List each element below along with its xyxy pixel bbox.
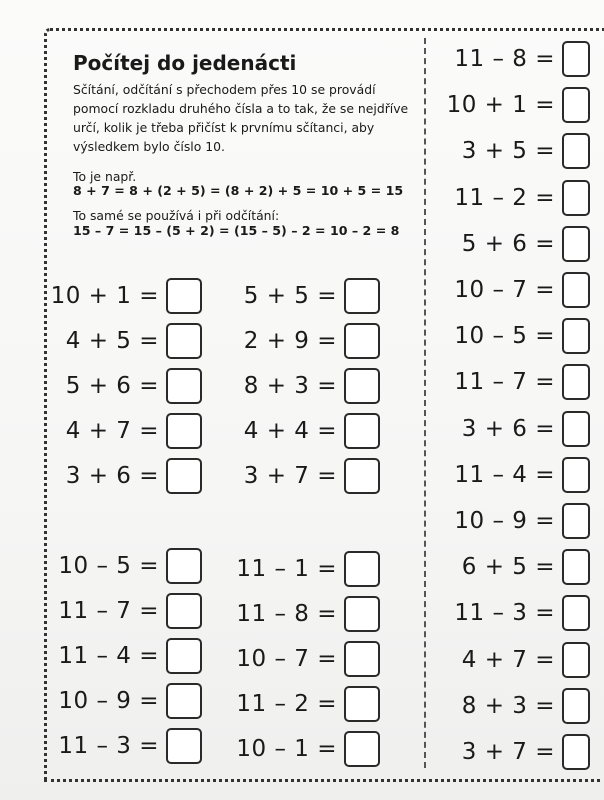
exercise-row: [50, 458, 202, 494]
answer-box[interactable]: [166, 638, 202, 674]
exercise-equation: 3 + 7 =: [243, 463, 337, 489]
answer-box[interactable]: [562, 457, 590, 493]
exercise-equation: 11 – 2 =: [454, 184, 555, 211]
exercise-row: [50, 368, 202, 404]
answer-box[interactable]: [562, 688, 590, 724]
exercise-row: [440, 688, 590, 724]
exercise-equation: 4 + 5 =: [65, 328, 159, 354]
exercise-equation: 11 – 3 =: [58, 733, 159, 759]
answer-box[interactable]: [562, 87, 590, 123]
exercise-row: [228, 323, 380, 359]
exercise-row: [440, 734, 590, 770]
exercise-row: [440, 180, 590, 216]
exercise-equation: 6 + 5 =: [461, 554, 555, 581]
example-equation: 8 + 7 = 8 + (2 + 5) = (8 + 2) + 5 = 10 + 5 = 15: [73, 183, 404, 198]
exercise-row: [440, 549, 590, 585]
answer-box[interactable]: [562, 41, 590, 77]
answer-box[interactable]: [562, 318, 590, 354]
intro-text: Sčítání, odčítání s přechodem přes 10 se provádí pomocí rozkladu druhého čísla a to tak, že se nejdříve určí, kolik je třeba přičíst k prvnímu sčítanci, aby výsledkem bylo číslo 10.: [73, 82, 409, 154]
exercise-row: [50, 413, 202, 449]
exercise-equation: 4 + 4 =: [243, 418, 337, 444]
exercise-row: [50, 638, 202, 674]
exercise-row: [228, 731, 380, 767]
exercise-row: [440, 457, 590, 493]
exercise-row: [228, 368, 380, 404]
exercise-row: [440, 642, 590, 678]
exercise-equation: 10 – 9 =: [58, 688, 159, 714]
answer-box[interactable]: [166, 683, 202, 719]
answer-box[interactable]: [344, 596, 380, 632]
answer-box[interactable]: [562, 549, 590, 585]
column-divider: [424, 38, 426, 768]
answer-box[interactable]: [344, 323, 380, 359]
answer-box[interactable]: [344, 368, 380, 404]
exercise-row: [440, 87, 590, 123]
exercise-row: [440, 595, 590, 631]
exercise-equation: 11 – 1 =: [236, 556, 337, 582]
answer-box[interactable]: [562, 411, 590, 447]
answer-box[interactable]: [562, 226, 590, 262]
answer-box[interactable]: [562, 133, 590, 169]
exercise-row: [440, 318, 590, 354]
exercise-row: [50, 548, 202, 584]
exercise-equation: 11 – 8 =: [236, 601, 337, 627]
answer-box[interactable]: [562, 364, 590, 400]
answer-box[interactable]: [562, 642, 590, 678]
exercise-equation: 10 + 1 =: [446, 92, 555, 119]
exercise-equation: 11 – 7 =: [58, 598, 159, 624]
subtraction-label: To samé se používá i při odčítání:: [73, 208, 280, 223]
exercise-equation: 3 + 7 =: [461, 739, 555, 765]
exercise-row: [50, 683, 202, 719]
answer-box[interactable]: [344, 278, 380, 314]
exercise-equation: 10 – 7 =: [454, 277, 555, 303]
exercise-row: [440, 272, 590, 308]
exercise-equation: 10 – 5 =: [58, 553, 159, 579]
exercise-row: [50, 278, 202, 314]
exercise-equation: 4 + 7 =: [65, 418, 159, 444]
answer-box[interactable]: [562, 180, 590, 216]
exercise-equation: 3 + 6 =: [65, 463, 159, 489]
answer-box[interactable]: [344, 731, 380, 767]
exercise-equation: 11 – 4 =: [58, 643, 159, 669]
exercise-equation: 10 – 7 =: [236, 646, 337, 672]
exercise-row: [440, 411, 590, 447]
exercise-row: [228, 686, 380, 722]
exercise-equation: 11 – 4 =: [454, 461, 555, 488]
answer-box[interactable]: [166, 593, 202, 629]
example-label: To je např.: [73, 169, 137, 184]
exercise-row: [228, 641, 380, 677]
answer-box[interactable]: [344, 551, 380, 587]
exercise-equation: 10 – 5 =: [454, 323, 555, 350]
exercise-equation: 11 – 7 =: [454, 369, 555, 396]
answer-box[interactable]: [562, 595, 590, 631]
exercise-row: [50, 323, 202, 359]
answer-box[interactable]: [344, 458, 380, 494]
exercise-equation: 10 – 9 =: [454, 508, 555, 534]
answer-box[interactable]: [562, 503, 590, 539]
exercise-equation: 5 + 5 =: [243, 283, 337, 309]
exercise-equation: 3 + 5 =: [461, 138, 555, 165]
exercise-equation: 2 + 9 =: [243, 328, 337, 354]
exercise-row: [440, 364, 590, 400]
answer-box[interactable]: [344, 641, 380, 677]
exercise-equation: 5 + 6 =: [65, 373, 159, 399]
exercise-row: [228, 458, 380, 494]
exercise-equation: 8 + 3 =: [243, 373, 337, 399]
answer-box[interactable]: [166, 458, 202, 494]
exercise-equation: 8 + 3 =: [461, 692, 555, 719]
answer-box[interactable]: [166, 728, 202, 764]
answer-box[interactable]: [344, 413, 380, 449]
exercise-row: [50, 728, 202, 764]
answer-box[interactable]: [166, 278, 202, 314]
subtraction-equation: 15 – 7 = 15 – (5 + 2) = (15 – 5) – 2 = 10 – 2 = 8: [73, 223, 400, 238]
answer-box[interactable]: [166, 368, 202, 404]
exercise-row: [440, 503, 590, 539]
exercise-row: [228, 413, 380, 449]
exercise-equation: 3 + 6 =: [461, 415, 555, 442]
exercise-equation: 11 – 3 =: [454, 600, 555, 627]
exercise-equation: 11 – 2 =: [236, 691, 337, 717]
exercise-row: [50, 593, 202, 629]
answer-box[interactable]: [166, 548, 202, 584]
answer-box[interactable]: [166, 413, 202, 449]
exercise-row: [228, 278, 380, 314]
exercise-row: [228, 596, 380, 632]
exercise-row: [440, 226, 590, 262]
exercise-equation: 4 + 7 =: [461, 646, 555, 673]
exercise-row: [228, 551, 380, 587]
answer-box[interactable]: [166, 323, 202, 359]
exercise-equation: 10 – 1 =: [236, 736, 337, 762]
exercise-equation: 11 – 8 =: [454, 46, 555, 72]
exercise-row: [440, 41, 590, 77]
exercise-equation: 5 + 6 =: [461, 230, 555, 257]
exercise-equation: 10 + 1 =: [50, 283, 159, 309]
exercise-row: [440, 133, 590, 169]
answer-box[interactable]: [562, 272, 590, 308]
page-title: Počítej do jedenácti: [73, 51, 297, 75]
answer-box[interactable]: [562, 734, 590, 770]
answer-box[interactable]: [344, 686, 380, 722]
